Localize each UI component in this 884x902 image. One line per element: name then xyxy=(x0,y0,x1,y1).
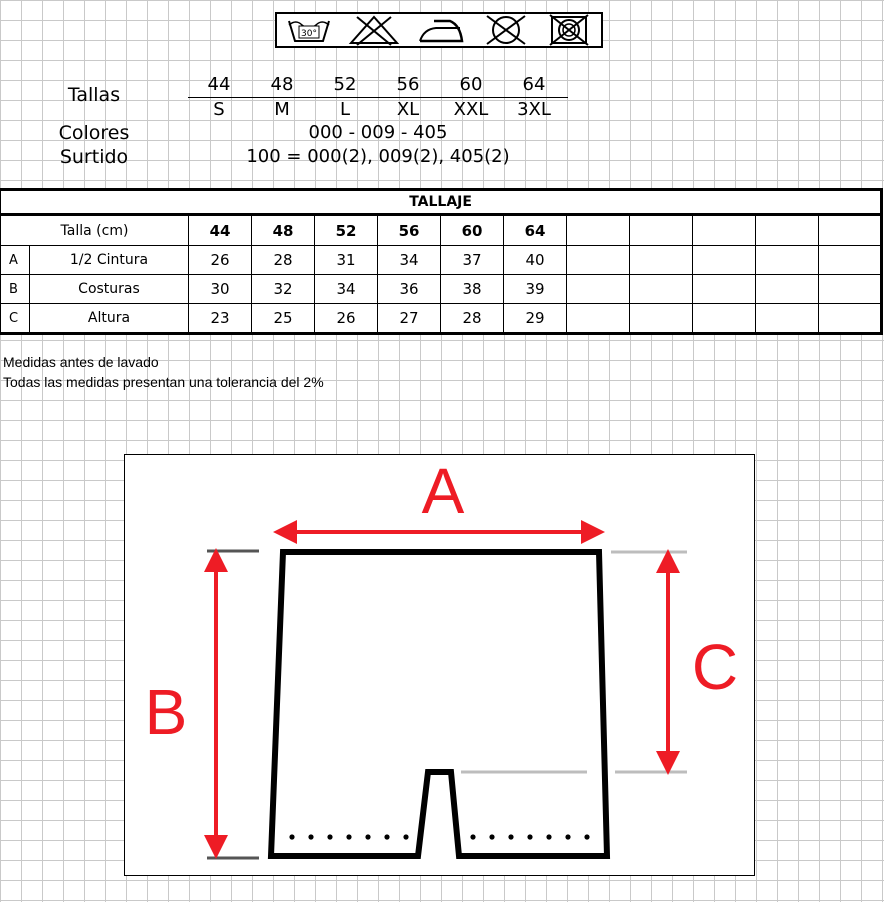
wash-30-icon xyxy=(284,15,334,45)
row-value: 34 xyxy=(315,275,378,304)
row-value: 34 xyxy=(378,246,441,275)
size-numeric: 56 xyxy=(396,74,420,95)
size-numeric: 60 xyxy=(459,74,483,95)
tallaje-table xyxy=(0,188,884,334)
surtido-label: Surtido xyxy=(59,146,129,168)
row-value: 39 xyxy=(504,275,567,304)
empty-cell xyxy=(756,304,819,334)
row-value: 40 xyxy=(504,246,567,275)
empty-cell xyxy=(819,275,882,304)
row-value: 31 xyxy=(315,246,378,275)
row-value: 28 xyxy=(252,246,315,275)
empty-cell xyxy=(819,215,882,246)
header-size: 64 xyxy=(504,215,567,246)
note-tolerance: Todas las medidas presentan una tolerancia del 2% xyxy=(3,374,324,390)
size-letter: 3XL xyxy=(517,99,551,120)
colores-value: 000 - 009 - 405 xyxy=(308,122,448,143)
label-c: C xyxy=(691,631,739,703)
empty-cell xyxy=(693,246,756,275)
size-numeric: 48 xyxy=(270,74,294,95)
size-letter: XL xyxy=(396,99,420,120)
row-value: 37 xyxy=(441,246,504,275)
empty-cell xyxy=(630,215,693,246)
row-value: 38 xyxy=(441,275,504,304)
empty-cell xyxy=(819,246,882,275)
tallas-label: Tallas xyxy=(67,84,121,106)
row-code: B xyxy=(1,275,30,304)
size-letter: XXL xyxy=(453,99,489,120)
header-size: 52 xyxy=(315,215,378,246)
empty-cell xyxy=(567,215,630,246)
label-b: B xyxy=(144,676,188,748)
size-numeric: 64 xyxy=(522,74,546,95)
row-value: 25 xyxy=(252,304,315,334)
size-numeric: 52 xyxy=(333,74,357,95)
no-bleach-icon xyxy=(347,14,401,46)
row-value: 26 xyxy=(315,304,378,334)
iron-icon xyxy=(414,15,468,45)
header-size: 56 xyxy=(378,215,441,246)
svg-text:30°: 30° xyxy=(300,29,317,39)
row-value: 26 xyxy=(189,246,252,275)
size-letter: S xyxy=(213,99,225,120)
empty-cell xyxy=(693,215,756,246)
size-numeric: 44 xyxy=(207,74,231,95)
header-size: 48 xyxy=(252,215,315,246)
empty-cell xyxy=(693,304,756,334)
header-size: 60 xyxy=(441,215,504,246)
table-row xyxy=(1,275,882,304)
row-value: 27 xyxy=(378,304,441,334)
row-value: 28 xyxy=(441,304,504,334)
shorts-diagram xyxy=(124,454,755,876)
empty-cell xyxy=(756,246,819,275)
note-before-wash: Medidas antes de lavado xyxy=(3,354,159,370)
empty-cell xyxy=(756,275,819,304)
row-label: 1/2 Cintura xyxy=(30,246,189,275)
row-code: A xyxy=(1,246,30,275)
header-size: 44 xyxy=(189,215,252,246)
empty-cell xyxy=(819,304,882,334)
size-divider xyxy=(188,97,568,98)
row-label: Costuras xyxy=(30,275,189,304)
row-label: Altura xyxy=(30,304,189,334)
row-value: 36 xyxy=(378,275,441,304)
empty-cell xyxy=(693,275,756,304)
row-code: C xyxy=(1,304,30,334)
row-value: 32 xyxy=(252,275,315,304)
shorts-outline xyxy=(271,552,607,856)
table-row xyxy=(1,304,882,334)
row-value: 29 xyxy=(504,304,567,334)
table-row xyxy=(1,246,882,275)
empty-cell xyxy=(567,275,630,304)
row-value: 30 xyxy=(189,275,252,304)
no-dry-clean-icon xyxy=(481,14,531,46)
label-a: A xyxy=(421,455,465,527)
empty-cell xyxy=(630,246,693,275)
empty-cell xyxy=(567,246,630,275)
no-tumble-dry-icon xyxy=(544,14,594,46)
empty-cell xyxy=(630,275,693,304)
care-icons-bar xyxy=(275,12,603,48)
table-title: TALLAJE xyxy=(1,190,882,215)
size-letter: L xyxy=(339,99,351,120)
empty-cell xyxy=(630,304,693,334)
size-letter: M xyxy=(274,99,290,120)
empty-cell xyxy=(756,215,819,246)
colores-label: Colores xyxy=(58,122,130,144)
surtido-value: 100 = 000(2), 009(2), 405(2) xyxy=(246,146,510,167)
hem-stitching xyxy=(289,834,589,839)
header-label: Talla (cm) xyxy=(1,215,189,246)
empty-cell xyxy=(567,304,630,334)
row-value: 23 xyxy=(189,304,252,334)
